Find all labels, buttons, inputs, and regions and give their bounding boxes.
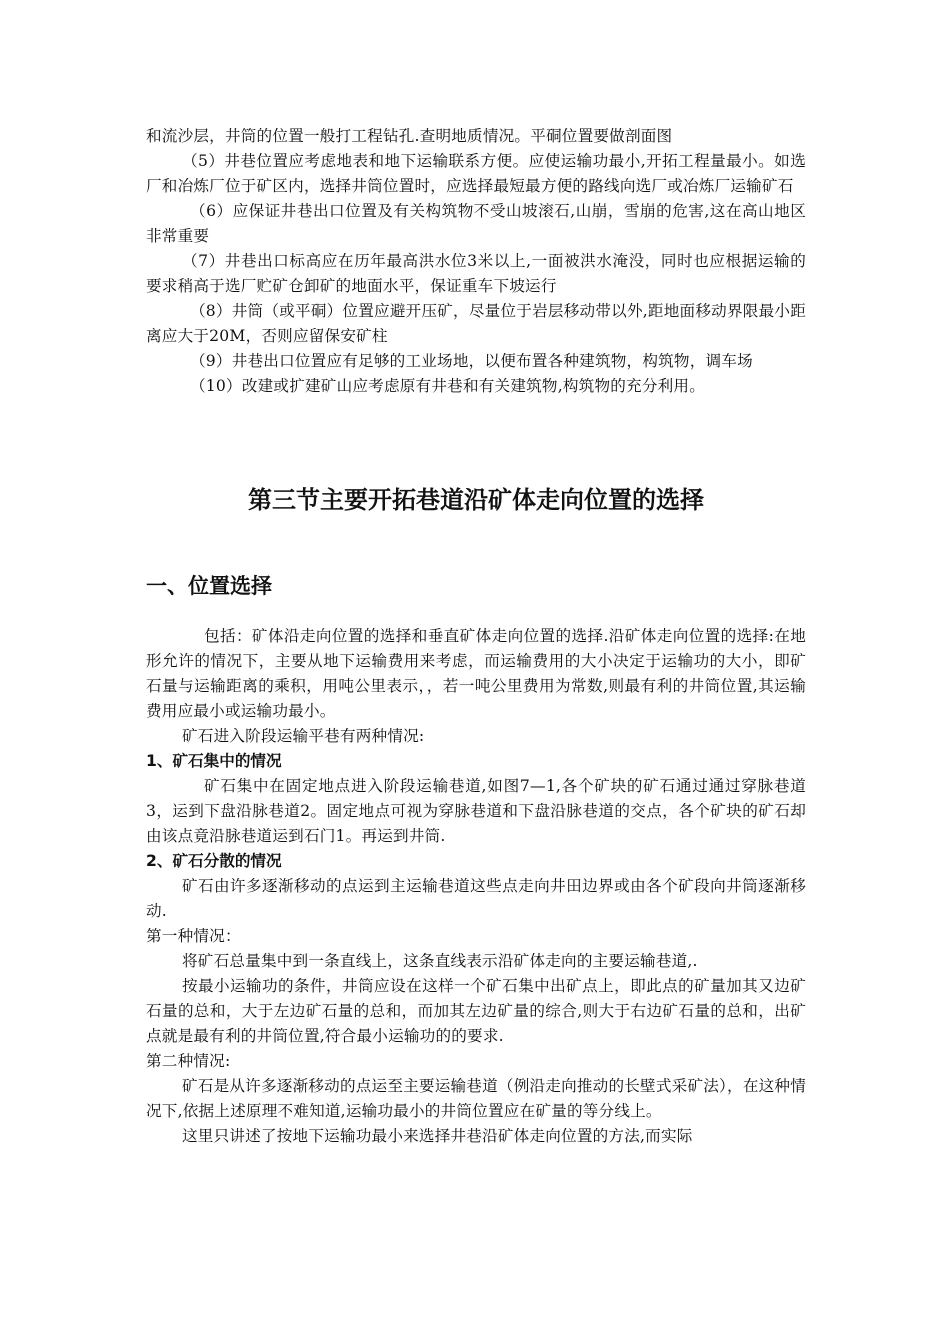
- case-1-paragraph-2: 按最小运输功的条件，井筒应设在这样一个矿石集中出矿点上，即此点的矿量加其又边矿石量的总和，大于左边矿石量的总和，而加其左边矿量的综合,则大于右边矿石量的总和，出矿点就是最有利的井筒位置,符合最小运输功的的要求.: [146, 977, 806, 1045]
- case-1-paragraph-1: 将矿石总量集中到一条直线上，这条直线表示沿矿体走向的主要运输巷道,.: [182, 952, 698, 970]
- section-body: [146, 624, 806, 1149]
- list-item-5: （5）井巷位置应考虑地表和地下运输联系方便。应使运输功最小,开拓工程量最小。如选厂和冶炼厂位于矿区内，选择井筒位置时，应选择最短最方便的路线向选厂或冶炼厂运输矿石: [146, 152, 806, 195]
- heading-ore-concentrated: 1、矿石集中的情况: [146, 752, 282, 770]
- list-item-10: （10）改建或扩建矿山应考虑原有井巷和有关建筑物,构筑物的充分利用。: [190, 377, 706, 395]
- requirements-list: [146, 124, 806, 399]
- heading-ore-dispersed: 2、矿石分散的情况: [146, 852, 282, 870]
- paragraph-ore-dispersed: 矿石由许多逐渐移动的点运到主运输巷道这些点走向井田边界或由各个矿段向井筒逐渐移动.: [146, 877, 806, 920]
- list-item-8: （8）井筒（或平硐）位置应避开压矿，尽量位于岩层移动带以外,距地面移动界限最小距离应大于20M，否则应留保安矿柱: [146, 302, 806, 345]
- paragraph-continued: 和流沙层，井筒的位置一般打工程钻孔.查明地质情况。平硐位置要做剖面图: [146, 127, 673, 145]
- paragraph-ore-concentrated: 矿石集中在固定地点进入阶段运输巷道,如图7—1,各个矿块的矿石通过通过穿脉巷道3，运到下盘沿脉巷道2。固定地点可视为穿脉巷道和下盘沿脉巷道的交点，各个矿块的矿石却由该点竟沿脉巷道运到石门1。再运到井筒.: [146, 777, 806, 845]
- closing-paragraph: 这里只讲述了按地下运输功最小来选择井巷沿矿体走向位置的方法,而实际: [182, 1127, 693, 1145]
- heading-position-selection: 一、位置选择: [146, 574, 272, 598]
- case-2-label: 第二种情况:: [146, 1052, 231, 1070]
- list-item-6: （6）应保证井巷出口位置及有关构筑物不受山坡滚石,山崩，雪崩的危害,这在高山地区非常重要: [146, 202, 806, 245]
- section-title: 第三节主要开拓巷道沿矿体走向位置的选择: [248, 486, 704, 514]
- list-item-9: （9）井巷出口位置应有足够的工业场地，以便布置各种建筑物，构筑物，调车场: [190, 352, 753, 370]
- case-2-paragraph-1: 矿石是从许多逐渐移动的点运至主要运输巷道（例沿走向推动的长壁式采矿法），在这种情况下,依据上述原理不难知道,运输功最小的井筒位置应在矿量的等分线上。: [146, 1077, 806, 1120]
- list-item-7: （7）井巷出口标高应在历年最高洪水位3米以上,一面被洪水淹没，同时也应根据运输的要求稍高于选厂贮矿仓卸矿的地面水平，保证重车下坡运行: [146, 252, 806, 295]
- paragraph-two-cases: 矿石进入阶段运输平巷有两种情况:: [182, 727, 425, 745]
- case-1-label: 第一种情况：: [146, 927, 241, 945]
- paragraph-intro: 包括：矿体沿走向位置的选择和垂直矿体走向位置的选择.沿矿体走向位置的选择:在地形允许的情况下，主要从地下运输费用来考虑，而运输费用的大小决定于运输功的大小，即矿石量与运输距离的乘积，用吨公里表示，，若一吨公里费用为常数,则最有利的井筒位置,其运输费用应最小或运输功最小。: [146, 627, 806, 720]
